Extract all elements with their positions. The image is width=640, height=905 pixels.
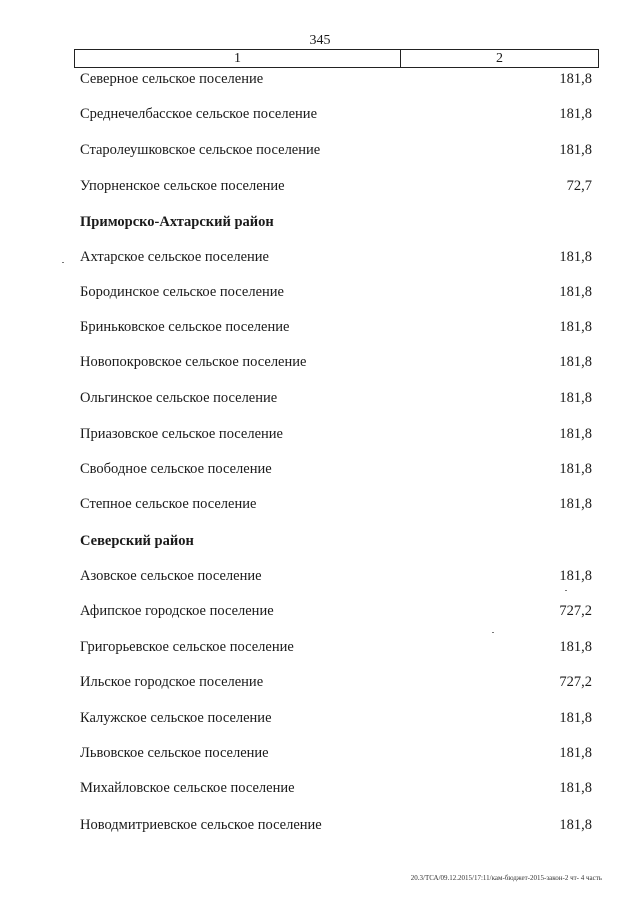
settlement-value: 181,8 xyxy=(559,461,592,477)
settlement-name: Григорьевское сельское поселение xyxy=(80,639,294,655)
settlement-value: 181,8 xyxy=(559,639,592,655)
settlement-name: Старолеушковское сельское поселение xyxy=(80,142,321,158)
scan-speck xyxy=(492,632,494,633)
settlement-name: Среднечелбасское сельское поселение xyxy=(80,106,317,122)
district-heading xyxy=(80,212,592,232)
district-name: Приморско-Ахтарский район xyxy=(80,214,274,230)
table-row xyxy=(80,601,592,621)
table-row xyxy=(80,743,592,763)
settlement-name: Новодмитриевское сельское поселение xyxy=(80,817,322,833)
table-header-col-2: 2 xyxy=(496,51,503,66)
settlement-value: 181,8 xyxy=(559,249,592,265)
district-name: Северский район xyxy=(80,533,194,549)
document-footer: 20.3/ТСА/09.12.2015/17:11/кам-бюджет-2015-закон-2 чт- 4 часть xyxy=(410,874,602,882)
table-row xyxy=(80,140,592,160)
scan-speck xyxy=(565,590,567,591)
table-row xyxy=(80,494,592,514)
table-row xyxy=(80,352,592,372)
settlement-value: 181,8 xyxy=(559,142,592,158)
table-row xyxy=(80,637,592,657)
table-row xyxy=(80,282,592,302)
table-row xyxy=(80,424,592,444)
page-number: 345 xyxy=(309,33,331,48)
settlement-name: Ахтарское сельское поселение xyxy=(80,249,269,265)
settlement-name: Афипское городское поселение xyxy=(80,603,274,619)
table-row xyxy=(80,247,592,267)
table-row xyxy=(80,672,592,692)
settlement-value: 727,2 xyxy=(559,603,592,619)
table-row xyxy=(80,388,592,408)
settlement-value: 181,8 xyxy=(559,710,592,726)
settlement-value: 181,8 xyxy=(559,568,592,584)
settlement-name: Львовское сельское поселение xyxy=(80,745,269,761)
table-row xyxy=(80,176,592,196)
table-row xyxy=(80,104,592,124)
settlement-name: Ильское городское поселение xyxy=(80,674,264,690)
settlement-value: 181,8 xyxy=(559,745,592,761)
settlement-name: Бриньковское сельское поселение xyxy=(80,319,290,335)
settlement-value: 727,2 xyxy=(559,674,592,690)
settlement-value: 181,8 xyxy=(559,390,592,406)
table-row xyxy=(80,566,592,586)
settlement-value: 181,8 xyxy=(559,780,592,796)
settlement-name: Свободное сельское поселение xyxy=(80,461,272,477)
table-row xyxy=(80,69,592,89)
settlement-name: Калужское сельское поселение xyxy=(80,710,272,726)
settlement-value: 181,8 xyxy=(559,106,592,122)
table-row xyxy=(80,459,592,479)
settlement-name: Бородинское сельское поселение xyxy=(80,284,284,300)
settlement-name: Северное сельское поселение xyxy=(80,71,264,87)
settlement-value: 181,8 xyxy=(559,319,592,335)
settlement-name: Азовское сельское поселение xyxy=(80,568,262,584)
settlement-name: Ольгинское сельское поселение xyxy=(80,390,278,406)
settlement-value: 181,8 xyxy=(559,71,592,87)
settlement-value: 181,8 xyxy=(559,817,592,833)
settlement-value: 181,8 xyxy=(559,284,592,300)
table-header-col-1: 1 xyxy=(75,50,401,67)
district-heading xyxy=(80,531,592,551)
table-row xyxy=(80,317,592,337)
settlement-value: 181,8 xyxy=(559,496,592,512)
scan-speck xyxy=(62,262,64,263)
settlement-value: 72,7 xyxy=(566,178,592,194)
settlement-name: Михайловское сельское поселение xyxy=(80,780,295,796)
settlement-name: Упорненское сельское поселение xyxy=(80,178,285,194)
table-header xyxy=(74,49,599,68)
table-row xyxy=(80,778,592,798)
table-row xyxy=(80,815,592,835)
settlement-name: Степное сельское поселение xyxy=(80,496,257,512)
settlement-name: Новопокровское сельское поселение xyxy=(80,354,307,370)
settlement-value: 181,8 xyxy=(559,426,592,442)
settlement-value: 181,8 xyxy=(559,354,592,370)
settlement-name: Приазовское сельское поселение xyxy=(80,426,283,442)
table-row xyxy=(80,708,592,728)
